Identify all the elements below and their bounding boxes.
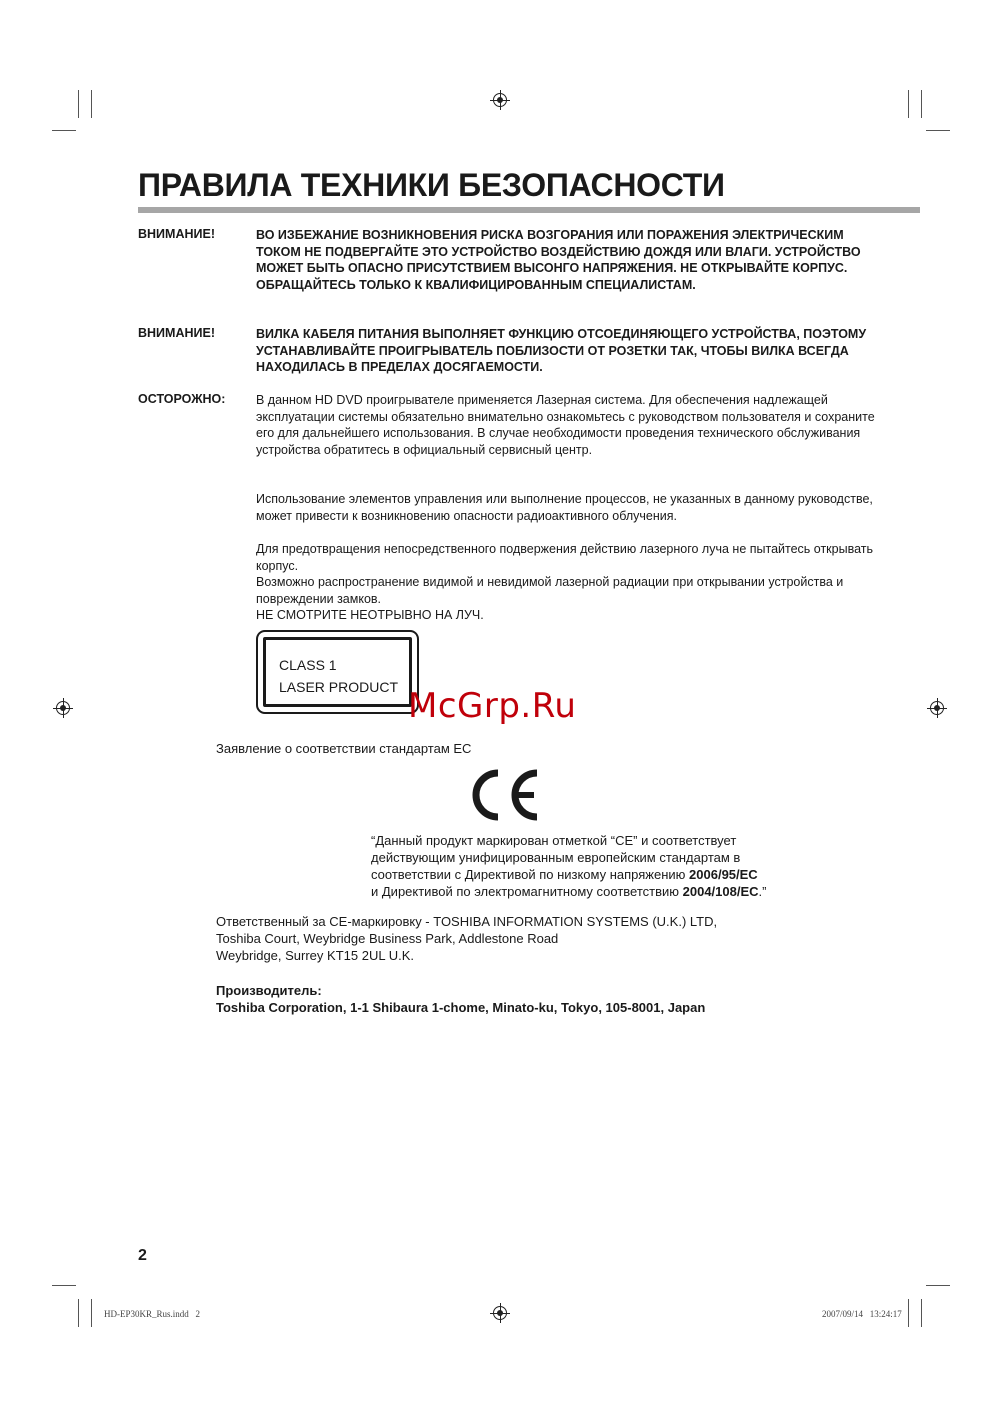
title-underline [138,207,920,213]
laser-class-label-inner [263,637,412,707]
caution-text: В данном HD DVD проигрывателе применяется Лазерная система. Для обеспечения надлежащей эксплуатации системы обязательно внимательно ознакомьтесь с руководством пользователя и сохраните его для дальнейшего использования. В случае необходимости проведения технического обслуживания устройства обратитесь в официальный сервисный центр. [256,393,875,457]
caution-label: ОСТОРОЖНО: [138,392,226,406]
ec-statement-heading: Заявление о соответствии стандартам ЕС [216,741,472,756]
manufacturer [216,982,916,1016]
laser-class-text: CLASS 1 [279,657,337,673]
ce-declaration-line [371,883,821,900]
laser-product-text: LASER PRODUCT [279,679,399,695]
crop-mark [921,90,922,118]
crop-mark [52,1285,76,1286]
crop-mark [926,1285,950,1286]
registration-mark-icon [930,701,944,715]
watermark: McGrp.Ru [408,686,577,726]
registration-mark-icon [493,93,507,107]
ce-declaration-text: .” [758,884,767,899]
crop-mark [91,1299,92,1327]
ce-declaration-line: “Данный продукт маркирован отметкой “CE” и соответствует [371,833,737,848]
ce-declaration [371,832,821,900]
caution-paragraph [256,491,896,524]
footer-filename: HD-EP30KR_Rus.indd 2 [104,1309,201,1319]
caution-text: Возможно распространение видимой и невидимой лазерной радиации при открывании устройства и повреждении замков. [256,575,844,606]
crop-mark [926,130,950,131]
lv-directive: 2006/95/EC [689,867,758,882]
manufacturer-label: Производитель: [216,983,322,998]
caution-text: Использование элементов управления или выполнение процессов, не указанных в данному руководстве, может привести к возникновению опасности радиоактивного облучения. [256,492,873,523]
ce-declaration-line: действующим унифицированным европейским стандартам в [371,850,741,865]
crop-mark [908,90,909,118]
ce-declaration-text: соответствии с Директивой по низкому напряжению [371,867,690,882]
emc-directive: 2004/108/EC [682,884,759,899]
crop-mark [78,1299,79,1327]
crop-mark [921,1299,922,1327]
ce-declaration-text: и Директивой по электромагнитному соответствию [371,884,683,899]
crop-mark [908,1299,909,1327]
registration-mark-icon [56,701,70,715]
page-title: ПРАВИЛА ТЕХНИКИ БЕЗОПАСНОСТИ [138,167,725,203]
warning-text: ВО ИЗБЕЖАНИЕ ВОЗНИКНОВЕНИЯ РИСКА ВОЗГОРАНИЯ ИЛИ ПОРАЖЕНИЯ ЭЛЕКТРИЧЕСКИМ ТОКОМ НЕ ПОДВЕРГАЙТЕ ЭТО УСТРОЙСТВО ВОЗДЕЙСТВИЮ ДОЖДЯ ИЛИ ВЛАГИ. УСТРОЙСТВО МОЖЕТ БЫТЬ ОПАСНО ПРИСУТСТВИЕМ ВЫСОНГО НАПРЯЖЕНИЯ. НЕ ОТКРЫВАЙТЕ КОРПУС. ОБРАЩАЙТЕСЬ ТОЛЬКО К КВАЛИФИЦИРОВАННЫМ СПЕЦИАЛИСТАМ. [256,228,861,292]
caution-text: НЕ СМОТРИТЕ НЕОТРЫВНО НА ЛУЧ. [256,608,484,622]
registration-mark-icon [493,1306,507,1320]
responsible-party [216,913,816,964]
caution-text: Для предотвращения непосредственного подвержения действию лазерного луча не пытайтесь открывать корпус. [256,542,874,573]
responsible-line: Weybridge, Surrey KT15 2UL U.K. [216,948,414,963]
caution-paragraph [256,541,896,624]
caution-paragraph [256,392,896,458]
crop-mark [78,90,79,118]
warning-label: ВНИМАНИЕ! [138,326,215,340]
ce-mark-icon [467,769,541,821]
crop-mark [52,130,76,131]
laser-class-label [256,630,419,714]
footer-timestamp: 2007/09/14 13:24:17 [822,1309,902,1319]
responsible-line: Toshiba Court, Weybridge Business Park, Addlestone Road [216,931,559,946]
ce-declaration-line [371,866,821,883]
crop-mark [91,90,92,118]
manufacturer-address: Toshiba Corporation, 1-1 Shibaura 1-chome, Minato-ku, Tokyo, 105-8001, Japan [216,1000,706,1015]
warning-label: ВНИМАНИЕ! [138,227,215,241]
warning-text: ВИЛКА КАБЕЛЯ ПИТАНИЯ ВЫПОЛНЯЕТ ФУНКЦИЮ ОТСОЕДИНЯЮЩЕГО УСТРОЙСТВА, ПОЭТОМУ УСТАНАВЛИВАЙТЕ ПРОИГРЫВАТЕЛЬ ПОБЛИЗОСТИ ОТ РОЗЕТКИ ТАК, ЧТОБЫ ВИЛКА ВСЕГДА НАХОДИЛАСЬ В ПРЕДЕЛАХ ДОСЯГАЕМОСТИ. [256,327,867,374]
page-number: 2 [138,1247,147,1264]
responsible-line: Ответственный за CE-маркировку - TOSHIBA INFORMATION SYSTEMS (U.K.) LTD, [216,914,718,929]
